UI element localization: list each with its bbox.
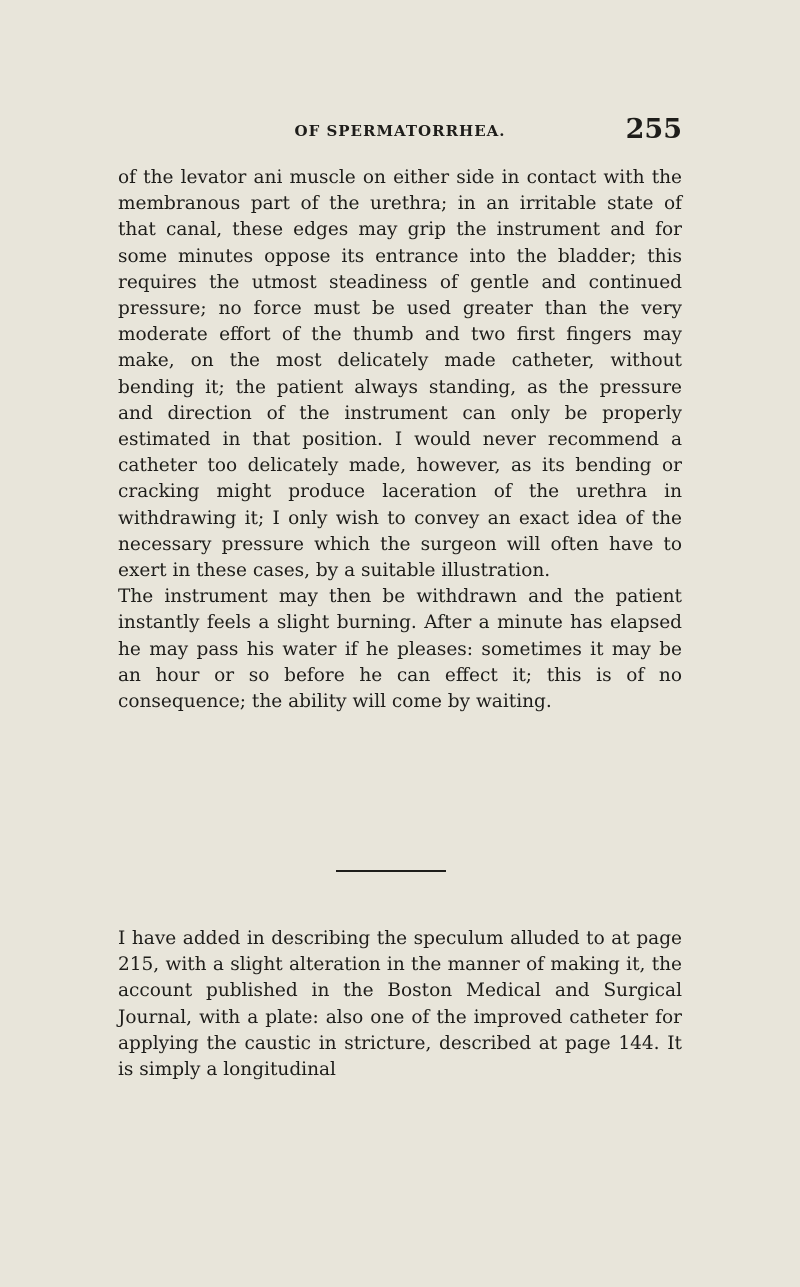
closing-text	[118, 926, 682, 1083]
section-divider	[336, 870, 446, 872]
running-title: OF SPERMATORRHEA.	[294, 122, 506, 140]
paragraph: of the levator ani muscle on either side in contact with the membranous part of the urethra; in an irritable state of that canal, these edges may grip the instrument and for some minutes oppose its entrance into the bladder; this requires the utmost steadiness of gentle and continued pressure; no force must be used greater than the very moderate effort of the thumb and two first fingers may make, on the most delicately made catheter, without bending it; the patient always standing, as the pressure and direction of the instrument can only be properly estimated in that position. I would never recommend a catheter too delicately made, however, as its bending or cracking might produce laceration of the urethra in withdrawing it; I only wish to convey an exact idea of the necessary pressure which the surgeon will often have to exert in these cases, by a suitable illustration.	[118, 167, 682, 582]
paragraph: The instrument may then be withdrawn and the patient instantly feels a slight burning. After a minute has elapsed he may pass his water if he pleases: sometimes it may be an hour or so before he can effect it; this is of no consequence; the ability will come by waiting.	[118, 586, 682, 713]
page-number: 255	[625, 114, 682, 145]
running-head	[118, 114, 682, 148]
main-text	[118, 165, 682, 715]
paragraph: I have added in describing the speculum alluded to at page 215, with a slight alteration in the manner of making it, the account published in the Boston Medical and Surgical Journal, with a plate: also one of the improved catheter for applying the caustic in stricture, described at page 144. It is simply a longitudinal	[118, 928, 682, 1081]
